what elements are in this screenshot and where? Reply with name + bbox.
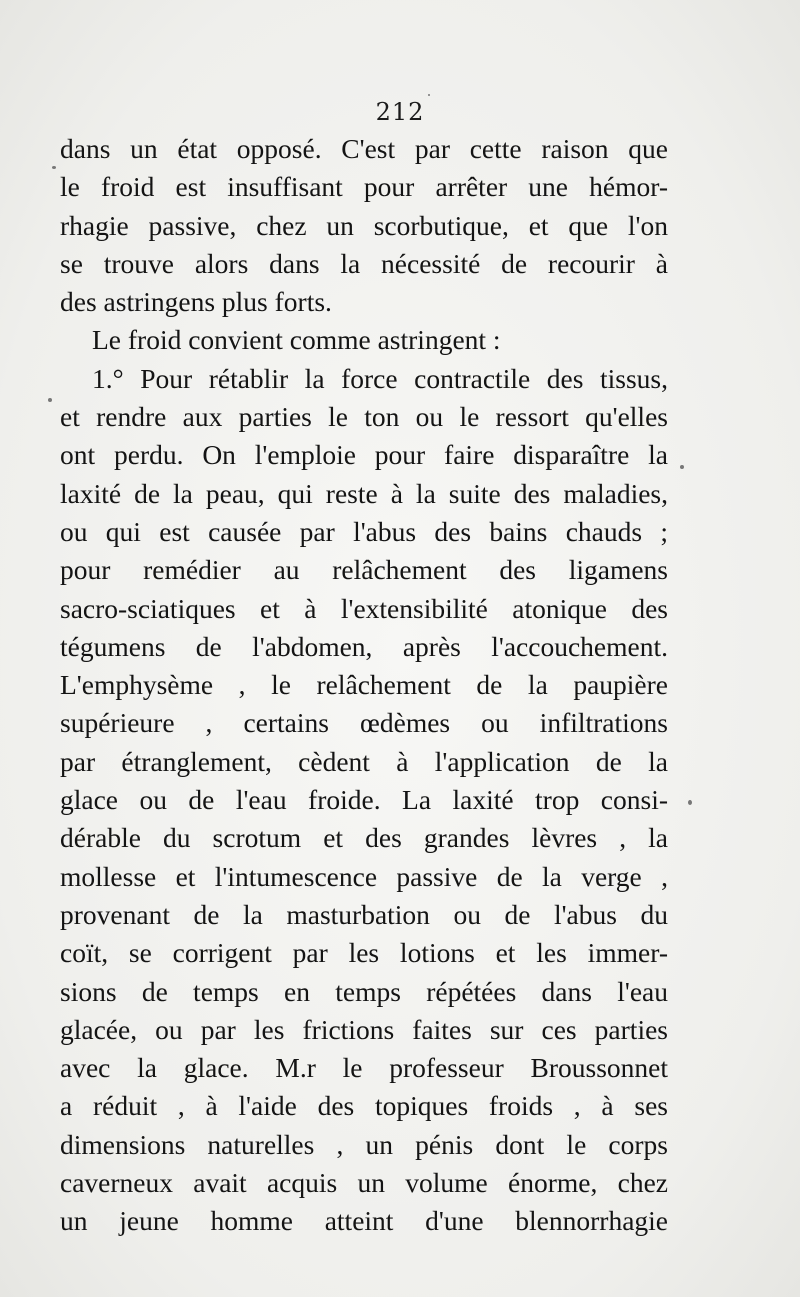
text-line: sacro-sciatiques et à l'extensibilité atonique des (60, 592, 668, 624)
text-line: tégumens de l'abdomen, après l'accouchement. (60, 630, 668, 662)
text-line: le froid est insuffisant pour arrêter une hémor- (60, 171, 668, 203)
text-line: coït, se corrigent par les lotions et les immer- (60, 937, 668, 969)
text-line: glacée, ou par les frictions faites sur ces parties (60, 1013, 668, 1045)
text-line: a réduit , à l'aide des topiques froids , à ses (60, 1090, 668, 1122)
text-line: sions de temps en temps répétées dans l'eau (60, 975, 668, 1007)
text-line: glace ou de l'eau froide. La laxité trop consi- (60, 784, 668, 816)
text-line: dimensions naturelles , un pénis dont le corps (60, 1128, 668, 1160)
text-line: supérieure , certains œdèmes ou infiltrations (60, 707, 668, 739)
text-line: avec la glace. M.r le professeur Broussonnet (60, 1052, 668, 1084)
text-line: provenant de la masturbation ou de l'abus du (60, 898, 668, 930)
text-line: pour remédier au relâchement des ligamens (60, 554, 668, 586)
text-line: ont perdu. On l'emploie pour faire disparaître la (60, 439, 668, 471)
text-line: se trouve alors dans la nécessité de recourir à (60, 247, 668, 279)
text-line: ou qui est causée par l'abus des bains chauds ; (60, 515, 668, 547)
text-line: par étranglement, cèdent à l'application de la (60, 745, 668, 777)
text-line: L'emphysème , le relâchement de la paupière (60, 669, 668, 701)
text-line: laxité de la peau, qui reste à la suite des maladies, (60, 477, 668, 509)
text-line: 1.° Pour rétablir la force contractile des tissus, (92, 362, 668, 394)
text-line: des astringens plus forts. (60, 286, 332, 318)
body-text (60, 130, 668, 1241)
text-line: et rendre aux parties le ton ou le ressort qu'elles (60, 401, 668, 433)
text-line: mollesse et l'intumescence passive de la verge , (60, 860, 668, 892)
text-line: caverneux avait acquis un volume énorme, chez (60, 1167, 668, 1199)
text-line: Le froid convient comme astringent : (92, 324, 501, 356)
text-line: dérable du scrotum et des grandes lèvres , la (60, 822, 668, 854)
text-line: un jeune homme atteint d'une blennorrhagie (60, 1205, 668, 1237)
text-line: rhagie passive, chez un scorbutique, et que l'on (60, 209, 668, 241)
page-number: 212 (375, 98, 425, 126)
text-line: dans un état opposé. C'est par cette raison que (60, 133, 668, 164)
